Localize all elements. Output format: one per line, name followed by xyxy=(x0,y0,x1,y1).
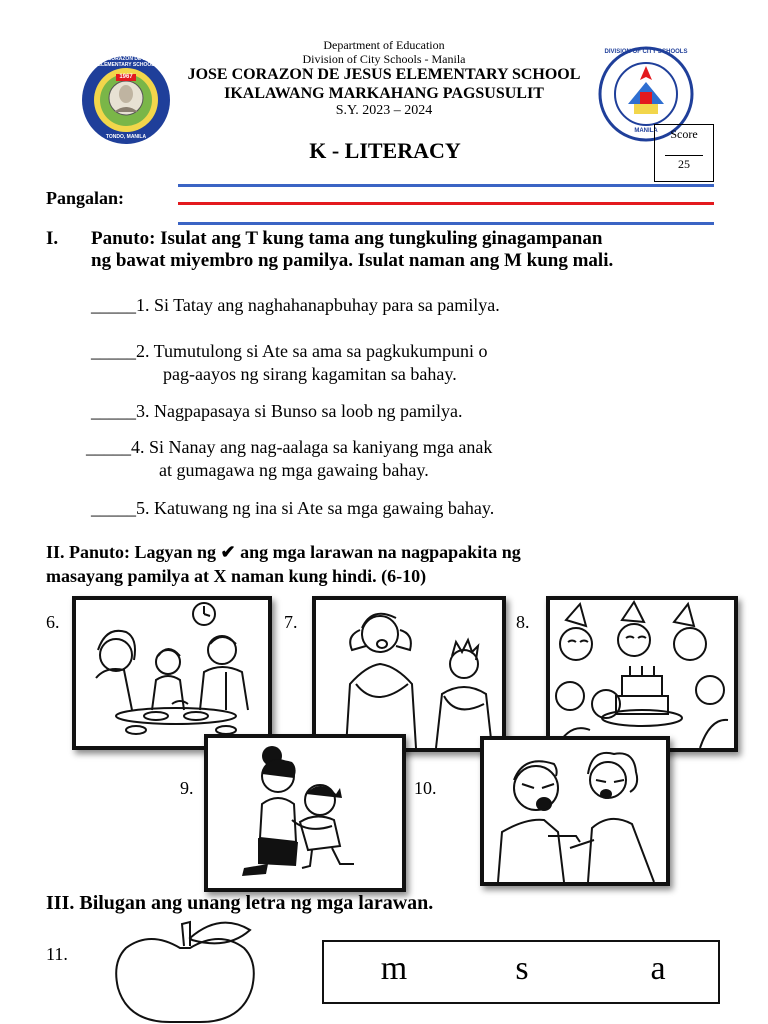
name-line-middle xyxy=(178,202,714,205)
question-4: _____4. Si Nanay ang nag-aalaga sa kaniyang mga anak xyxy=(86,437,493,457)
part2-line1b: ang mga larawan na nagpapakita ng xyxy=(240,542,521,562)
right-seal-text: DIVISION OF CITY SCHOOLS xyxy=(604,49,688,55)
score-label: Score xyxy=(670,127,698,141)
letter-choice-a[interactable]: a xyxy=(650,950,666,987)
check-mark-icon: ✔ xyxy=(220,542,236,562)
question-2-cont: pag-aayos ng sirang kagamitan sa bahay. xyxy=(163,364,457,384)
picture-6-family-meal xyxy=(72,596,272,750)
school-seal-logo xyxy=(80,54,172,146)
name-line-bottom xyxy=(178,222,714,225)
apple-icon xyxy=(110,918,260,1024)
left-seal-text: JOSE CORAZON DE JESUS ELEMENTARY SCHOOL xyxy=(92,56,160,68)
letter-choice-m[interactable]: m xyxy=(380,950,408,987)
score-box xyxy=(654,124,714,182)
department-label: Department of Education xyxy=(323,38,445,52)
part2-instruction-line1 xyxy=(46,542,521,563)
part2-instruction-line2: masayang pamilya at X naman kung hindi. (6-10) xyxy=(46,566,427,586)
letter-choices-box xyxy=(322,940,720,1004)
part1-number: I. xyxy=(46,228,59,249)
exam-title: IKALAWANG MARKAHANG PAGSUSULIT xyxy=(224,85,544,102)
left-seal-year: 1967 xyxy=(119,74,133,80)
question-3: _____3. Nagpapasaya si Bunso sa loob ng pamilya. xyxy=(91,401,463,421)
score-total: 25 xyxy=(678,157,690,171)
part3-instruction: III. Bilugan ang unang letra ng mga larawan. xyxy=(46,892,434,914)
part2-line1a: II. Panuto: Lagyan ng xyxy=(46,542,217,562)
name-line-top xyxy=(178,184,714,187)
letter-choice-s[interactable]: s xyxy=(515,950,529,987)
picture-label-10: 10. xyxy=(414,778,437,798)
division-label: Division of City Schools - Manila xyxy=(302,52,466,66)
picture-10-angry-couple xyxy=(480,736,670,886)
question-11-number: 11. xyxy=(46,944,68,964)
school-name: JOSE CORAZON DE JESUS ELEMENTARY SCHOOL xyxy=(187,66,581,83)
score-divider xyxy=(665,155,703,156)
picture-label-9: 9. xyxy=(180,778,194,798)
name-label: Pangalan: xyxy=(46,188,125,208)
question-5: _____5. Katuwang ng ina si Ate sa mga gawaing bahay. xyxy=(91,498,495,518)
school-year: S.Y. 2023 – 2024 xyxy=(335,103,433,118)
picture-8-birthday-celebration xyxy=(546,596,738,752)
right-seal-bottom: MANILA xyxy=(634,128,658,134)
part1-instruction-line1: Panuto: Isulat ang T kung tama ang tungkuling ginagampanan xyxy=(91,228,603,249)
picture-9-mother-child-hug xyxy=(204,734,406,892)
picture-7-arguing-family xyxy=(312,596,506,752)
question-1: _____1. Si Tatay ang naghahanapbuhay para sa pamilya. xyxy=(91,295,500,315)
picture-label-7: 7. xyxy=(284,612,298,632)
left-seal-bottom: TONDO, MANILA xyxy=(105,134,147,140)
picture-label-8: 8. xyxy=(516,612,530,632)
part1-instruction-line2: ng bawat miyembro ng pamilya. Isulat naman ang M kung mali. xyxy=(91,250,614,271)
subject-title: K - LITERACY xyxy=(309,138,461,163)
picture-label-6: 6. xyxy=(46,612,60,632)
question-4-cont: at gumagawa ng mga gawaing bahay. xyxy=(159,460,429,480)
question-2: _____2. Tumutulong si Ate sa ama sa pagkukumpuni o xyxy=(91,341,488,361)
